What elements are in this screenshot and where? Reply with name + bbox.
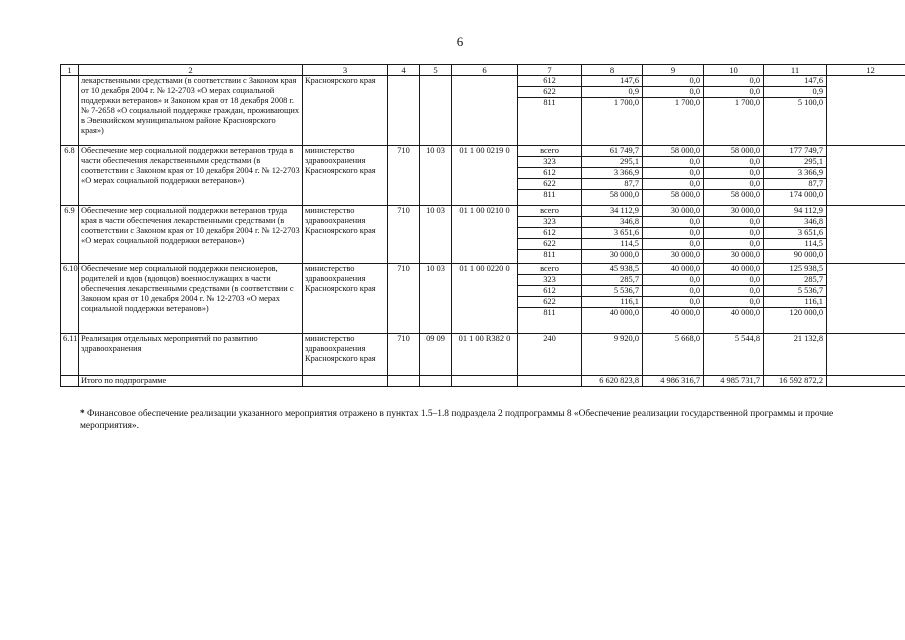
note-cell <box>827 264 905 334</box>
vr-code-value: 622 <box>518 296 581 307</box>
executor: Красноярского края <box>303 76 388 146</box>
rzpr-code: 09 09 <box>420 334 452 376</box>
csr-code: 01 1 00 R382 0 <box>452 334 518 376</box>
year3-amount-value: 0,0 <box>704 178 763 189</box>
year1-amount-value: 0,9 <box>582 86 642 97</box>
total-empty <box>518 376 582 387</box>
total-amount-value: 5 536,7 <box>764 285 826 296</box>
vr-code-value: 811 <box>518 307 581 318</box>
year2-amount-value: 0,0 <box>643 178 703 189</box>
total-empty <box>303 376 388 387</box>
total-amount-value: 0,9 <box>764 86 826 97</box>
item-name: Обеспечение мер социальной поддержки пенсионеров, родителей и вдов (вдовцов) военнослужащих в части обеспечения лекарственными средствами (в соответствии с Законом края от 10 декабря 2004 г. № 12-2703 «О мерах социальной поддержки ветеранов») <box>79 264 303 334</box>
total-year2: 4 986 316,7 <box>643 376 704 387</box>
year1-amount-value: 34 112,9 <box>609 206 639 215</box>
header-cell: 3 <box>303 65 388 76</box>
total-row <box>61 376 905 387</box>
vr-code-value: 622 <box>518 86 581 97</box>
grbs-code: 710 <box>388 146 420 206</box>
total-empty <box>388 376 420 387</box>
executor: министерство здравоохранения Красноярского края <box>303 264 388 334</box>
total-amount-value: 87,7 <box>764 178 826 189</box>
year3-amount-value: 0,0 <box>704 167 763 178</box>
year2-amount-value: 1 700,0 <box>643 97 703 108</box>
header-cell: 11 <box>764 65 827 76</box>
total-amount-value: 90 000,0 <box>764 249 826 260</box>
year2-amount-value: 30 000,0 <box>670 206 700 215</box>
total-amount-value: 21 132,8 <box>793 334 823 343</box>
year3-amount-value: 30 000,0 <box>704 249 763 260</box>
year2-amount-value: 0,0 <box>643 274 703 285</box>
vr-code <box>518 334 582 376</box>
year3-amount <box>704 76 764 146</box>
total-empty <box>452 376 518 387</box>
year2-amount <box>643 206 704 264</box>
vr-code-value: 323 <box>518 274 581 285</box>
year2-amount <box>643 146 704 206</box>
total-amount <box>764 76 827 146</box>
year3-amount-value: 1 700,0 <box>704 97 763 108</box>
note-cell <box>827 206 905 264</box>
year3-amount-value: 0,0 <box>704 216 763 227</box>
year1-amount-value: 9 920,0 <box>613 334 639 343</box>
year1-amount-value: 3 366,9 <box>582 167 642 178</box>
total-amount-value: 5 100,0 <box>764 97 826 108</box>
year3-amount-value: 0,0 <box>704 156 763 167</box>
header-cell: 2 <box>79 65 303 76</box>
header-cell: 9 <box>643 65 704 76</box>
year2-amount-value: 0,0 <box>643 86 703 97</box>
year2-amount-value: 0,0 <box>643 238 703 249</box>
footnote-text: Финансовое обеспечение реализации указанного мероприятия отражено в пунктах 1.5–1.8 подраздела 2 подпрограммы 8 «Обеспечение реализации государственной программы и прочие мероприятия». <box>80 409 834 431</box>
year2-amount-value: 58 000,0 <box>670 146 700 155</box>
total-year3: 4 985 731,7 <box>704 376 764 387</box>
year3-amount-value: 5 544,8 <box>734 334 760 343</box>
year1-amount <box>582 76 643 146</box>
year3-amount-value: 40 000,0 <box>704 307 763 318</box>
total-amount-value: 125 938,5 <box>789 264 823 273</box>
executor: министерство здравоохранения Красноярского края <box>303 146 388 206</box>
year1-amount-value: 30 000,0 <box>582 249 642 260</box>
grbs-code: 710 <box>388 206 420 264</box>
csr-code: 01 1 00 0210 0 <box>452 206 518 264</box>
year2-amount-value: 0,0 <box>643 227 703 238</box>
vr-code-value: 612 <box>518 227 581 238</box>
note-cell <box>827 146 905 206</box>
item-number: 6.11 <box>61 334 79 376</box>
vr-code-value: 811 <box>518 249 581 260</box>
vr-code-value: всего <box>540 206 559 215</box>
header-cell: 5 <box>420 65 452 76</box>
year3-amount-value: 0,0 <box>704 238 763 249</box>
table-row <box>61 206 905 264</box>
note-cell <box>827 334 905 376</box>
header-cell: 8 <box>582 65 643 76</box>
year3-amount-value: 40 000,0 <box>730 264 760 273</box>
vr-code-value: 612 <box>518 285 581 296</box>
table-row <box>61 76 905 146</box>
year2-amount-value: 0,0 <box>689 76 700 85</box>
header-cell: 1 <box>61 65 79 76</box>
year3-amount <box>704 146 764 206</box>
executor: министерство здравоохранения Красноярского края <box>303 334 388 376</box>
total-amount-value: 346,8 <box>764 216 826 227</box>
vr-code-value: 622 <box>518 178 581 189</box>
year2-amount-value: 0,0 <box>643 156 703 167</box>
year3-amount-value: 0,0 <box>704 227 763 238</box>
table-row <box>61 264 905 334</box>
budget-table <box>60 64 905 387</box>
year3-amount-value: 0,0 <box>704 86 763 97</box>
year1-amount-value: 5 536,7 <box>582 285 642 296</box>
vr-code <box>518 76 582 146</box>
footnote-marker: * <box>80 409 85 419</box>
year3-amount <box>704 334 764 376</box>
year1-amount <box>582 264 643 334</box>
year2-amount-value: 40 000,0 <box>643 307 703 318</box>
year2-amount-value: 0,0 <box>643 285 703 296</box>
year1-amount-value: 295,1 <box>582 156 642 167</box>
vr-code-value: 811 <box>518 189 581 200</box>
csr-code: 01 1 00 0220 0 <box>452 264 518 334</box>
year1-amount-value: 346,8 <box>582 216 642 227</box>
table-body <box>61 65 905 387</box>
year2-amount <box>643 76 704 146</box>
year3-amount <box>704 264 764 334</box>
year1-amount-value: 114,5 <box>582 238 642 249</box>
vr-code-value: 323 <box>518 156 581 167</box>
total-amount-value: 147,6 <box>804 76 823 85</box>
vr-code-value: 811 <box>518 97 581 108</box>
vr-code-value: всего <box>540 264 559 273</box>
item-number: 6.9 <box>61 206 79 264</box>
executor: министерство здравоохранения Красноярского края <box>303 206 388 264</box>
year1-amount-value: 1 700,0 <box>582 97 642 108</box>
grbs-code <box>388 76 420 146</box>
vr-code-value: всего <box>540 146 559 155</box>
rzpr-code: 10 03 <box>420 264 452 334</box>
year3-amount-value: 58 000,0 <box>730 146 760 155</box>
vr-code-value: 323 <box>518 216 581 227</box>
header-cell: 6 <box>452 65 518 76</box>
rzpr-code: 10 03 <box>420 206 452 264</box>
header-cell: 4 <box>388 65 420 76</box>
total-amount <box>764 334 827 376</box>
vr-code <box>518 146 582 206</box>
header-cell: 12 <box>827 65 905 76</box>
vr-code <box>518 206 582 264</box>
year3-amount-value: 30 000,0 <box>730 206 760 215</box>
table-header-row <box>61 65 905 76</box>
total-year1: 6 620 823,8 <box>582 376 643 387</box>
year2-amount <box>643 334 704 376</box>
grbs-code: 710 <box>388 264 420 334</box>
footnote <box>80 408 870 432</box>
csr-code: 01 1 00 0219 0 <box>452 146 518 206</box>
item-number <box>61 76 79 146</box>
total-amount-value: 120 000,0 <box>764 307 826 318</box>
item-number: 6.10 <box>61 264 79 334</box>
total-empty <box>61 376 79 387</box>
year2-amount-value: 0,0 <box>643 296 703 307</box>
total-amount-value: 174 000,0 <box>764 189 826 200</box>
vr-code-value: 612 <box>543 76 556 85</box>
year1-amount-value: 147,6 <box>620 76 639 85</box>
year1-amount-value: 40 000,0 <box>582 307 642 318</box>
header-cell: 10 <box>704 65 764 76</box>
table-row <box>61 334 905 376</box>
total-label: Итого по подпрограмме <box>79 376 303 387</box>
total-amount-value: 94 112,9 <box>793 206 823 215</box>
total-sum: 16 592 872,2 <box>764 376 827 387</box>
note-cell <box>827 76 905 146</box>
total-amount-value: 177 749,7 <box>789 146 823 155</box>
item-number: 6.8 <box>61 146 79 206</box>
year2-amount-value: 0,0 <box>643 216 703 227</box>
item-name: Обеспечение мер социальной поддержки ветеранов труда края в части обеспечения лекарственными средствами (в соответствии с Законом края от 10 декабря 2004 г. № 12-2703 «О мерах социальной поддержки ветеранов») <box>79 206 303 264</box>
year1-amount <box>582 334 643 376</box>
vr-code <box>518 264 582 334</box>
year3-amount-value: 58 000,0 <box>704 189 763 200</box>
year1-amount-value: 45 938,5 <box>609 264 639 273</box>
year1-amount-value: 61 749,7 <box>609 146 639 155</box>
year3-amount <box>704 206 764 264</box>
vr-code-value: 612 <box>518 167 581 178</box>
page-number: 6 <box>456 34 464 49</box>
total-empty <box>827 376 905 387</box>
year2-amount-value: 0,0 <box>643 167 703 178</box>
vr-code-value: 622 <box>518 238 581 249</box>
total-amount-value: 114,5 <box>764 238 826 249</box>
csr-code <box>452 76 518 146</box>
total-amount <box>764 206 827 264</box>
header-cell: 7 <box>518 65 582 76</box>
year3-amount-value: 0,0 <box>704 285 763 296</box>
year1-amount-value: 87,7 <box>582 178 642 189</box>
year2-amount-value: 40 000,0 <box>670 264 700 273</box>
total-empty <box>420 376 452 387</box>
item-name: Реализация отдельных мероприятий по развитию здравоохранения <box>79 334 303 376</box>
vr-code-value: 240 <box>543 334 556 343</box>
year2-amount-value: 58 000,0 <box>643 189 703 200</box>
item-name: Обеспечение мер социальной поддержки ветеранов труда в части обеспечения лекарственными средствами (в соответствии с Законом края от 10 декабря 2004 г. № 12-2703 «О мерах социальной поддержки ветеранов») <box>79 146 303 206</box>
table-row <box>61 146 905 206</box>
total-amount-value: 285,7 <box>764 274 826 285</box>
year2-amount-value: 5 668,0 <box>674 334 700 343</box>
total-amount <box>764 146 827 206</box>
year3-amount-value: 0,0 <box>704 274 763 285</box>
total-amount-value: 295,1 <box>764 156 826 167</box>
total-amount <box>764 264 827 334</box>
rzpr-code: 10 03 <box>420 146 452 206</box>
total-amount-value: 116,1 <box>764 296 826 307</box>
rzpr-code <box>420 76 452 146</box>
total-amount-value: 3 366,9 <box>764 167 826 178</box>
year1-amount-value: 116,1 <box>582 296 642 307</box>
item-name: лекарственными средствами (в соответствии с Законом края от 10 декабря 2004 г. № 12-2703 «О мерах социальной поддержки ветеранов» и Законом края от 18 декабря 2008 г. № 7-2658 «О социальной поддержке граждан, проживающих в Эвенкийском муниципальном районе Красноярского края») <box>79 76 303 146</box>
year1-amount <box>582 206 643 264</box>
year2-amount-value: 30 000,0 <box>643 249 703 260</box>
year3-amount-value: 0,0 <box>749 76 760 85</box>
grbs-code: 710 <box>388 334 420 376</box>
year1-amount-value: 58 000,0 <box>582 189 642 200</box>
year3-amount-value: 0,0 <box>704 296 763 307</box>
total-amount-value: 3 651,6 <box>764 227 826 238</box>
year1-amount <box>582 146 643 206</box>
year1-amount-value: 3 651,6 <box>582 227 642 238</box>
year2-amount <box>643 264 704 334</box>
year1-amount-value: 285,7 <box>582 274 642 285</box>
